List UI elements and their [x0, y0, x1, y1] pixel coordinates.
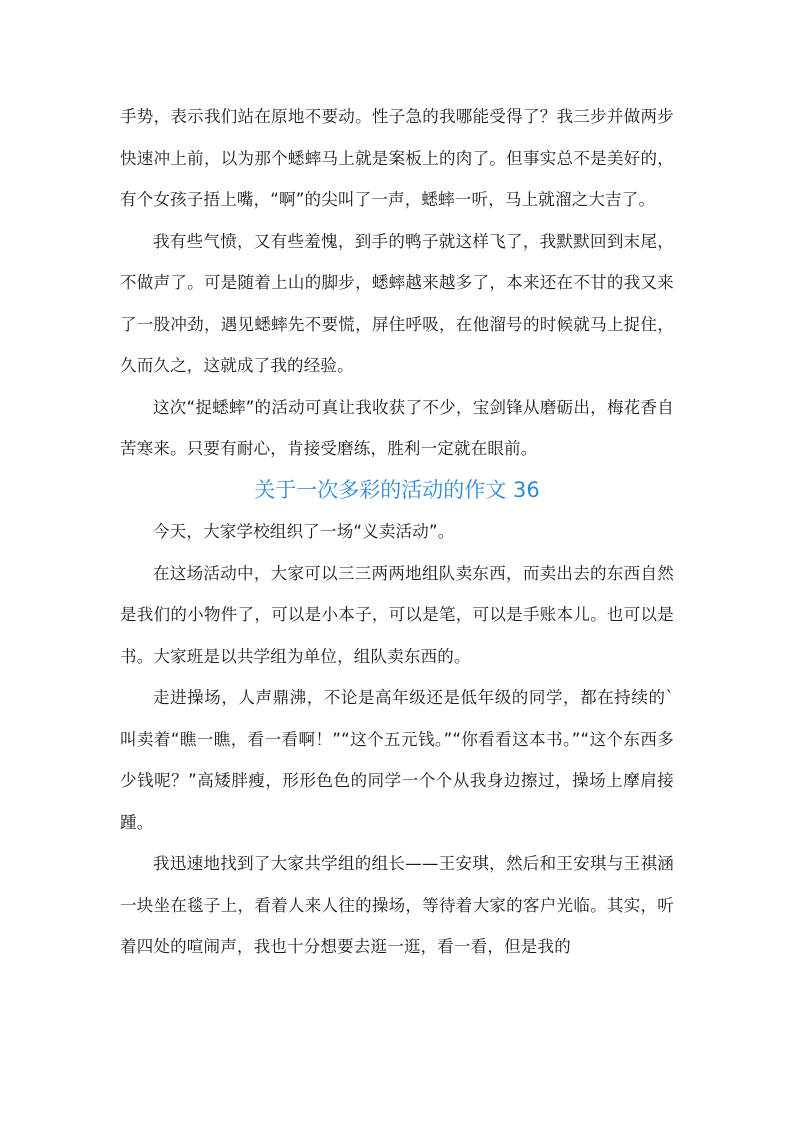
paragraph-1: 手势，表示我们站在原地不要动。性子急的我哪能受得了？我三步并做两步快速冲上前，以为那个蟋蟀马上就是案板上的肉了。但事实总不是美好的，有个女孩子捂上嘴，“啊”的尖叫了一声，蟋蟀一听，马上就溜之大吉了。: [120, 107, 674, 209]
document-page: [120, 96, 674, 968]
paragraph-7: 我迅速地找到了大家共学组的组长——王安琪，然后和王安琪与王祺涵一块坐在毯子上，看着人来人往的操场，等待着大家的客户光临。其实，听着四处的喧闹声，我也十分想要去逛一逛，看一看，但是我的: [120, 854, 674, 956]
paragraph-4: 今天，大家学校组织了一场“义卖活动”。: [153, 522, 455, 541]
paragraph-6: 走进操场，人声鼎沸，不论是高年级还是低年级的同学，都在持续的`叫卖着“瞧一瞧，看一看啊！”“这个五元钱。”“你看看这本书。”“这个东西多少钱呢？”高矮胖瘦，形形色色的同学一个个从我身边擦过，操场上摩肩接踵。: [120, 688, 674, 832]
paragraph-2: 我有些气愤，又有些羞愧，到手的鸭子就这样飞了，我默默回到末尾，不做声了。可是随着上山的脚步，蟋蟀越来越多了，本来还在不甘的我又来了一股冲劲，遇见蟋蟀先不要慌，屏住呼吸，在他溜号的时候就马上捉住，久而久之，这就成了我的经验。: [120, 231, 674, 375]
paragraph-3: 这次“捉蟋蟀”的活动可真让我收获了不少，宝剑锋从磨砺出，梅花香自苦寒来。只要有耐心，肯接受磨练，胜利一定就在眼前。: [120, 397, 674, 458]
paragraph-5: 在这场活动中，大家可以三三两两地组队卖东西，而卖出去的东西自然是我们的小物件了，可以是小本子，可以是笔，可以是手账本儿。也可以是书。大家班是以共学组为单位，组队卖东西的。: [120, 563, 674, 666]
section-heading: 关于一次多彩的活动的作文 36: [254, 477, 540, 502]
